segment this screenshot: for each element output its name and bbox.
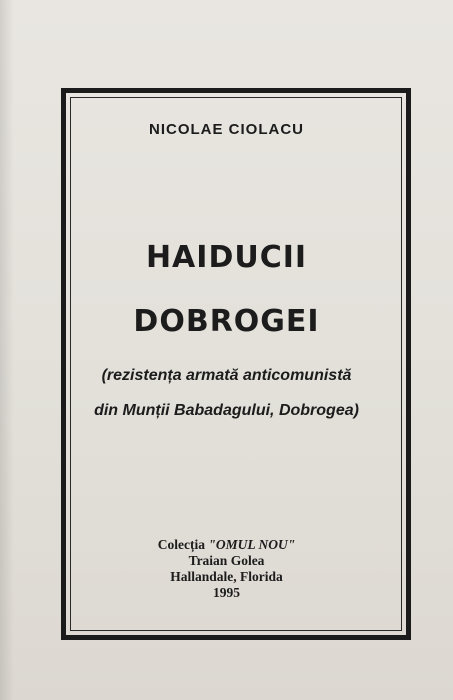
subtitle-line-1: (rezistența armată anticomunistă [101, 367, 352, 384]
series-prefix: Colecția [157, 537, 209, 552]
series-name: "OMUL NOU" [208, 537, 296, 552]
subtitle-line-2: din Munții Babadagului, Dobrogea) [94, 402, 359, 419]
publication-place: Hallandale, Florida [170, 569, 283, 584]
author-name: NICOLAE CIOLACU [149, 121, 304, 138]
series-line [0, 537, 453, 553]
publication-year: 1995 [213, 585, 240, 600]
book-title-line-2: DOBROGEI [133, 304, 320, 339]
book-title-line-1: HAIDUCII [145, 240, 308, 275]
publisher-name: Traian Golea [188, 553, 265, 568]
